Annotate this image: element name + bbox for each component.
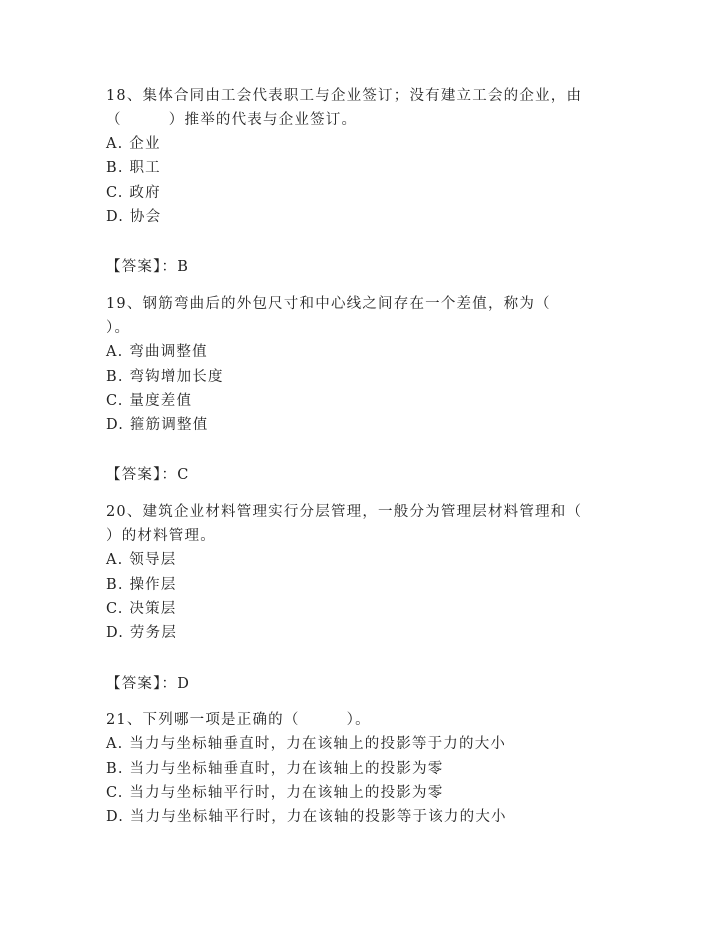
question-21-option-d: D. 当力与坐标轴平行时，力在该轴的投影等于该力的大小 <box>106 809 507 825</box>
question-20-option-b: B. 操作层 <box>106 577 177 593</box>
question-18-option-d: D. 协会 <box>106 209 162 225</box>
question-21-option-c: C. 当力与坐标轴平行时，力在该轴上的投影为零 <box>106 785 444 801</box>
question-21-stem-line-1: 21、下列哪一项是正确的（ ）。 <box>106 712 371 728</box>
question-20-stem-line-1: 20、建筑企业材料管理实行分层管理，一般分为管理层材料管理和（ <box>106 504 583 520</box>
question-20-option-d: D. 劳务层 <box>106 625 178 641</box>
question-18-stem-line-1: 18、集体合同由工会代表职工与企业签订；没有建立工会的企业，由 <box>106 88 583 104</box>
question-19-option-a: A. 弯曲调整值 <box>106 344 208 360</box>
question-19-option-b: B. 弯钩增加长度 <box>106 369 224 385</box>
question-19-stem-line-2: ）。 <box>106 320 131 336</box>
question-18-stem-line-2: （ ）推举的代表与企业签订。 <box>106 112 358 128</box>
question-19-stem-line-1: 19、钢筋弯曲后的外包尺寸和中心线之间存在一个差值，称为（ <box>106 296 551 312</box>
question-19-answer: 【答案】：C <box>106 467 190 483</box>
question-18-answer: 【答案】：B <box>106 259 190 275</box>
question-18-option-c: C. 政府 <box>106 185 161 201</box>
question-20-stem-line-2: ）的材料管理。 <box>106 528 216 544</box>
question-20-answer: 【答案】：D <box>106 676 191 692</box>
question-18-option-a: A. 企业 <box>106 136 161 152</box>
question-19-option-d: D. 箍筋调整值 <box>106 417 209 433</box>
question-18-option-b: B. 职工 <box>106 160 161 176</box>
question-21-option-b: B. 当力与坐标轴垂直时，力在该轴上的投影为零 <box>106 761 444 777</box>
question-20-option-c: C. 决策层 <box>106 601 177 617</box>
question-19-option-c: C. 量度差值 <box>106 393 193 409</box>
question-21-option-a: A. 当力与坐标轴垂直时，力在该轴上的投影等于力的大小 <box>106 736 507 752</box>
question-20-option-a: A. 领导层 <box>106 552 177 568</box>
